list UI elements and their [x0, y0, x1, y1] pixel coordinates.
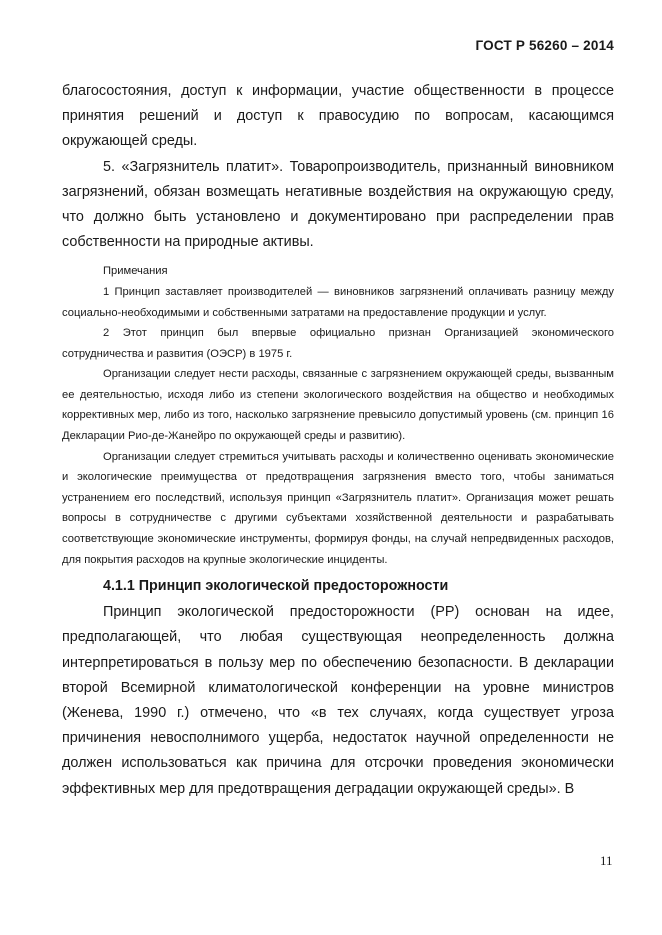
note-2: 2 Этот принцип был впервые официально признан Организацией экономического сотрудничества и развития (ОЭСР) в 1975 г. — [62, 327, 614, 360]
notes-title: Примечания — [103, 265, 168, 278]
page-number: 11 — [600, 853, 613, 868]
page-content — [62, 79, 614, 802]
note-1: 1 Принцип заставляет производителей — виновников загрязнений оплачивать разницу между социально-необходимыми и собственными затратами на предоставление продукции и услуг. — [62, 285, 614, 319]
note-organization-prevention: Организации следует стремиться учитывать расходы и количественно оценивать экономические и экологические преимущества от предотвращения загрязнения вместо того, чтобы заниматься устранением его последствий, используя принцип «Загрязнитель платит». Организация может решать вопросы в сотрудничестве с другими субъектами хозяйственной деятельности и разрабатывать соответствующие экономические инструменты, формируя фонды, на случай непредвиденных расходов, для покрытия расходов на крупные экологические инциденты. — [62, 450, 614, 566]
section-body: Принцип экологической предосторожности (РР) основан на идее, предполагающей, что любая существующая неопределенность должна интерпретироваться в пользу мер по обеспечению безопасности. В декларации второй Всемирной климатологической конференции на уровне министров (Женева, 1990 г.) отмечено, что «в тех случаях, когда существует угроза причинения невосполнимого ущерба, недостаток научной определенности не должен использоваться как причина для отсрочки проведения экономически эффективных мер для предотвращения деградации окружающей среды». В — [62, 604, 614, 797]
note-organization-costs: Организации следует нести расходы, связанные с загрязнением окружающей среды, вызванным ее деятельностью, исходя либо из степени экологического воздействия на общество и необходимых коррективных мер, либо из того, насколько загрязнение превысило допустимый уровень (см. принцип 16 Декларации Рио-де-Жанейро по окружающей среды и развитию). — [62, 368, 614, 443]
section-heading: 4.1.1 Принцип экологической предосторожности — [103, 578, 449, 595]
standard-code-header: ГОСТ Р 56260 – 2014 — [475, 38, 614, 53]
paragraph-continuation: благосостояния, доступ к информации, участие общественности в процессе принятия решений и доступ к правосудию по вопросам, касающимся окружающей среды. — [62, 83, 614, 150]
paragraph-polluter-pays: 5. «Загрязнитель платит». Товаропроизводитель, признанный виновником загрязнений, обязан возмещать негативные воздействия на окружающую среду, что должно быть установлено и документировано при распределении прав собственности на природные активы. — [62, 158, 614, 251]
